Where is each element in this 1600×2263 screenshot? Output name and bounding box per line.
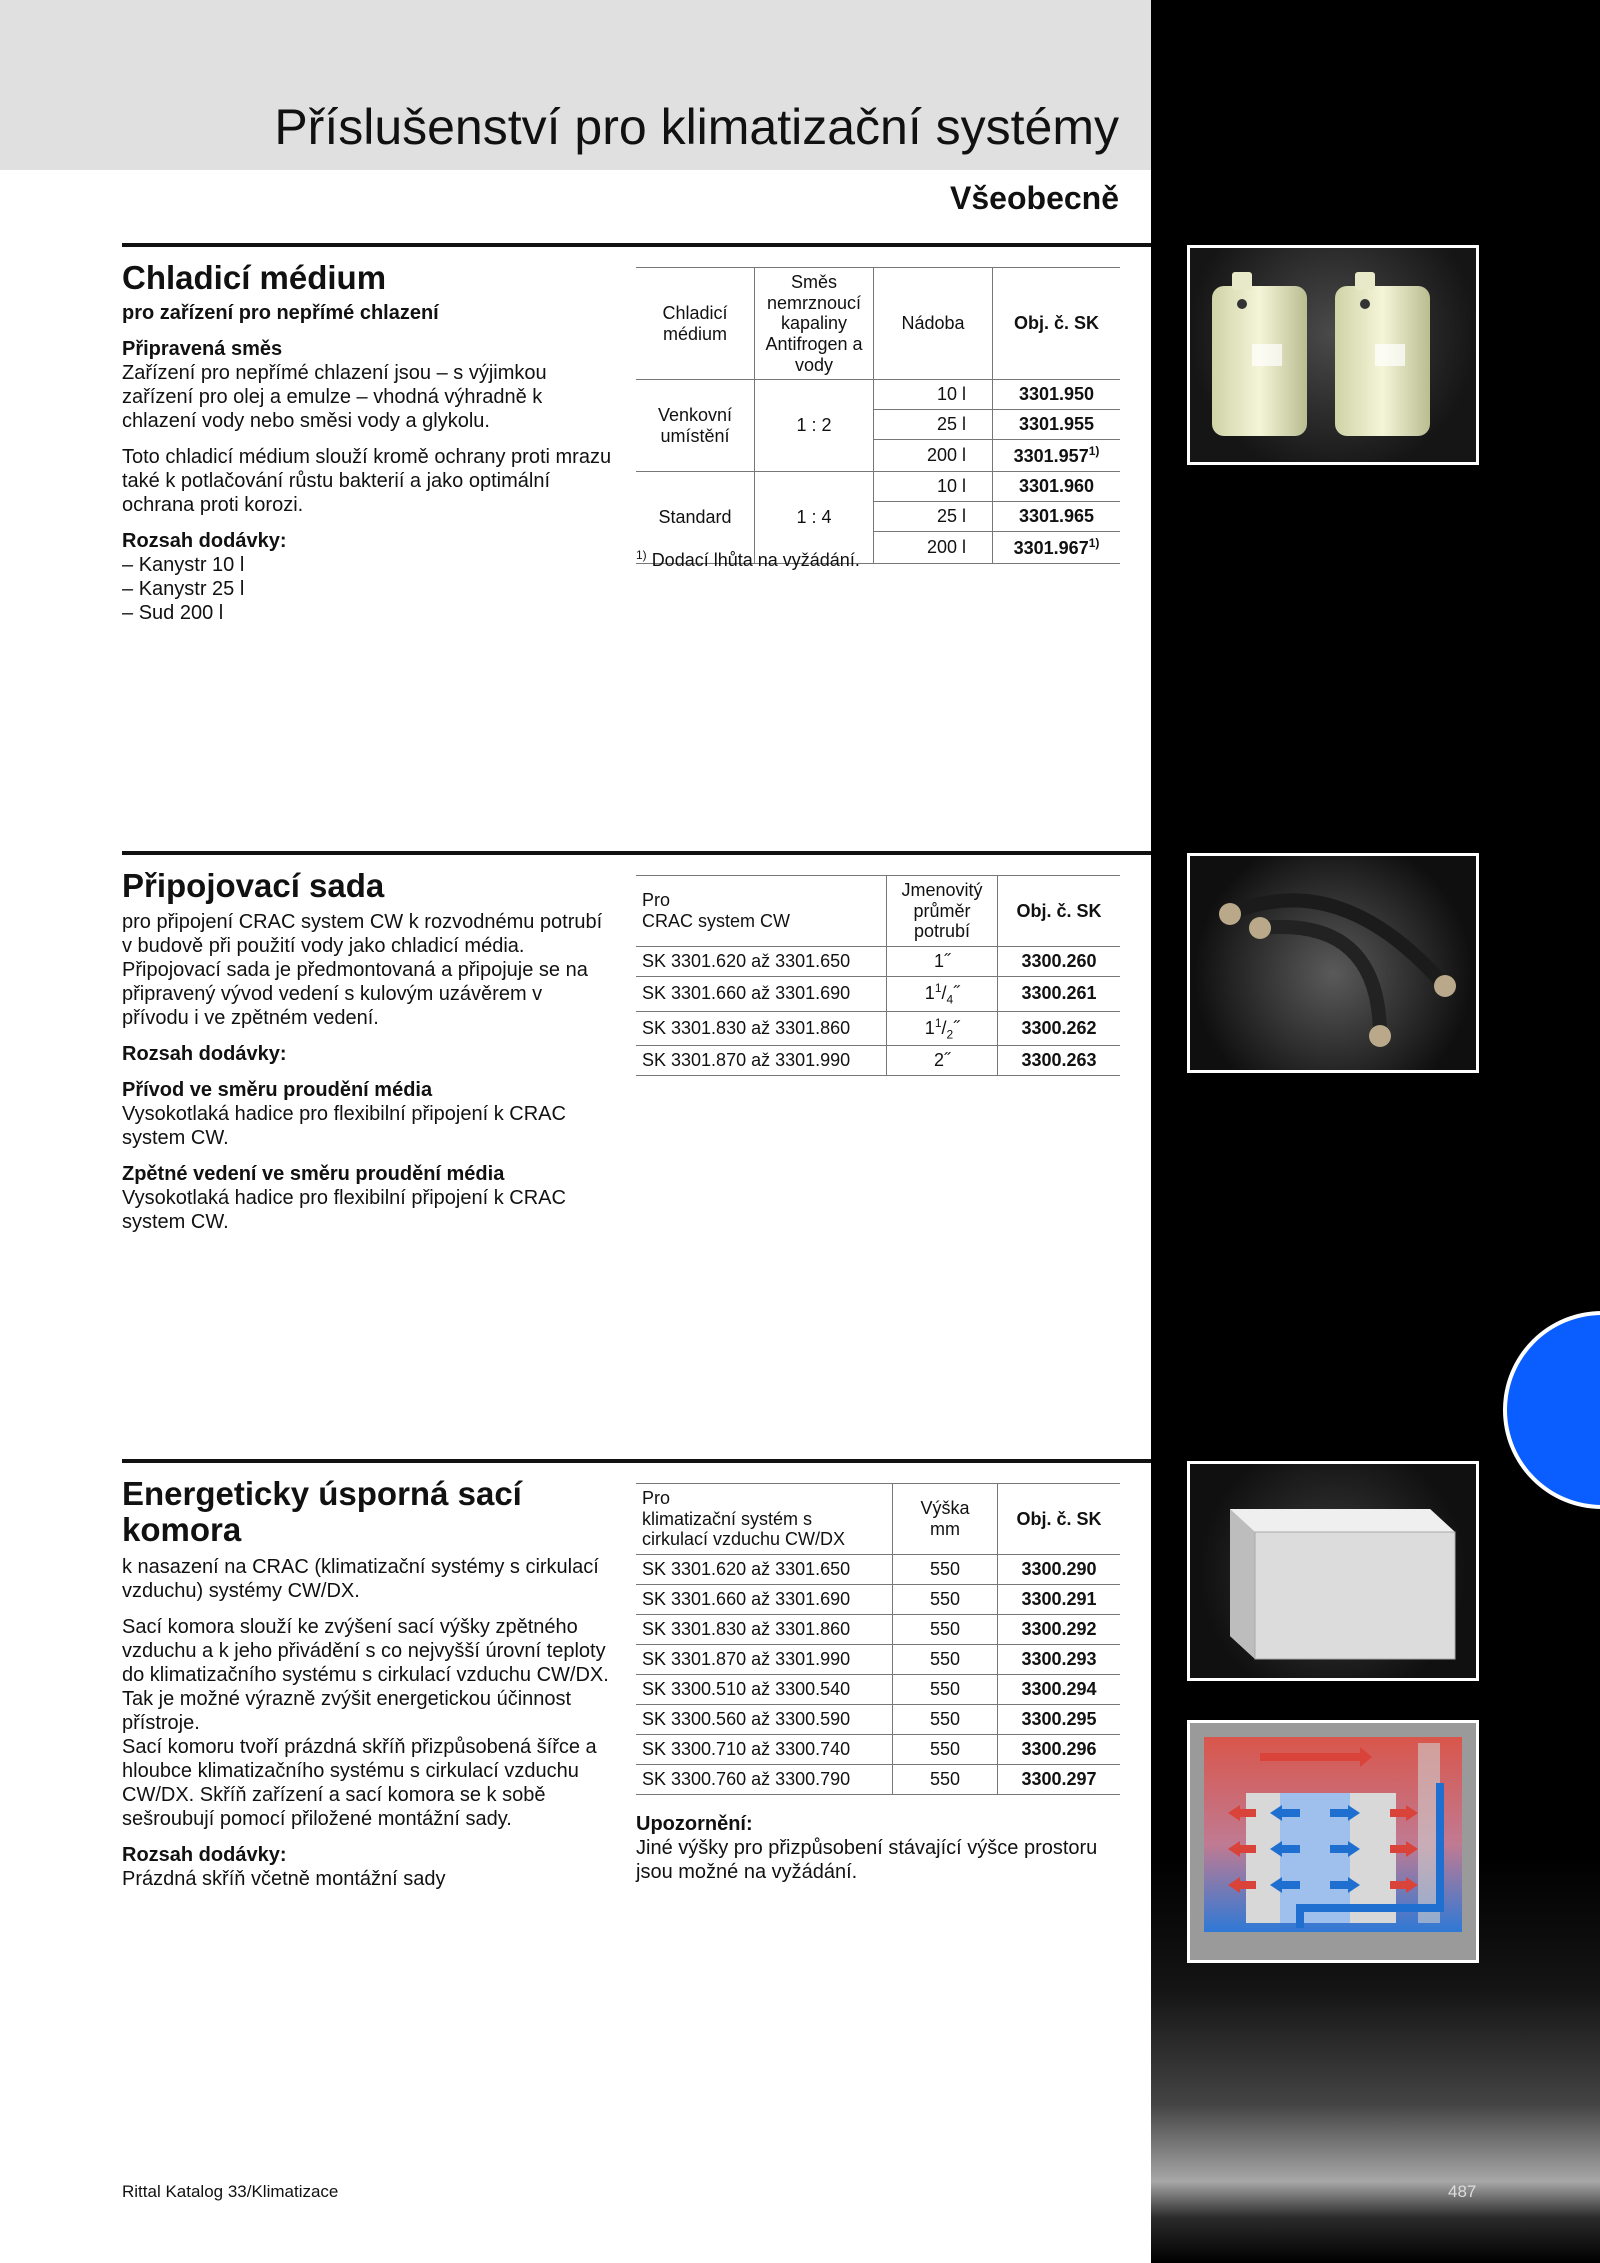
inch-mark: ˝ xyxy=(944,1050,950,1071)
ratio-cell: 1 : 4 xyxy=(755,472,874,564)
ratio-cell: 1 : 2 xyxy=(755,380,874,472)
col-header: Obj. č. SK xyxy=(993,268,1121,380)
height-cell: 550 xyxy=(893,1645,998,1675)
airflow-illustration xyxy=(1190,1723,1476,1960)
paragraph: Připojovací sada je předmontovaná a připojuje se na připravený vývod vedení s kulovým uzávěrem v přívodu i ve zpětném vedení. xyxy=(122,959,588,1030)
col-header: Chladicí médium xyxy=(636,268,755,380)
col-header: Obj. č. SK xyxy=(998,1484,1121,1555)
code-cell: 3301.960 xyxy=(993,472,1121,502)
section-title: Chladicí médium xyxy=(122,259,387,296)
size-cell: 10 l xyxy=(874,472,993,502)
scope-label: Rozsah dodávky: xyxy=(122,1843,287,1866)
col-header: Obj. č. SK xyxy=(998,876,1121,947)
diameter-cell xyxy=(887,947,998,977)
section-connection-kit xyxy=(122,868,612,1246)
scope-label: Rozsah dodávky: xyxy=(122,530,287,553)
code-cell: 3300.291 xyxy=(998,1585,1121,1615)
section-title xyxy=(122,1476,612,1549)
sub-heading: Zpětné vedení ve směru proudění média xyxy=(122,1163,505,1186)
table-row xyxy=(636,1645,1120,1675)
lead-heading: Připravená směs xyxy=(122,338,283,361)
footnote-text: Dodací lhůta na vyžádání. xyxy=(651,550,860,570)
code-cell: 3301.965 xyxy=(993,502,1121,532)
code-value: 3301.957 xyxy=(1013,446,1089,467)
table-row xyxy=(636,1765,1120,1795)
note-label: Upozornění: xyxy=(636,1813,753,1835)
code-cell: 3300.292 xyxy=(998,1615,1121,1645)
pro-cell: SK 3301.830 až 3301.860 xyxy=(636,1615,893,1645)
section-suction-chamber xyxy=(122,1476,612,1903)
coolant-canisters-photo xyxy=(1187,245,1479,465)
dn-denominator: 2 xyxy=(946,1027,954,1042)
footnote-mark: 1) xyxy=(1088,444,1100,459)
title-line: komora xyxy=(122,1511,242,1549)
table-row xyxy=(636,947,1120,977)
col-header: Nádoba xyxy=(874,268,993,380)
dn-integer: 1 xyxy=(924,1017,935,1038)
code-cell: 3301.950 xyxy=(993,380,1121,410)
dn-numerator: 1 xyxy=(934,981,942,996)
inch-mark: ˝ xyxy=(953,1017,960,1038)
footer-catalog: Rittal Katalog 33/Klimatizace xyxy=(122,2182,339,2201)
code-cell: 3300.263 xyxy=(998,1046,1121,1076)
dn-numerator: 1 xyxy=(934,1015,942,1030)
paragraph: Sací komoru tvoří prázdná skříň přizpůsobená šířce a hloubce klimatizačního systému s cirkulací vzduchu CW/DX. Skříň zařízení a sací komora se k sobě sešroubují pomocí přiložené montážní sady. xyxy=(122,1735,597,1830)
height-cell: 550 xyxy=(893,1675,998,1705)
table-row xyxy=(636,1615,1120,1645)
scope-list xyxy=(122,553,612,625)
coolant-table xyxy=(636,267,1120,564)
pro-cell: SK 3301.830 až 3301.860 xyxy=(636,1011,887,1046)
diameter-cell: $1^1/_4˝$ xyxy=(887,977,998,1012)
sub-heading: Přívod ve směru proudění média xyxy=(122,1079,433,1102)
code-cell: 3300.261 xyxy=(998,977,1121,1012)
col-header xyxy=(636,876,887,947)
pro-cell: SK 3300.760 až 3300.790 xyxy=(636,1765,893,1795)
note-block xyxy=(636,1812,1106,1884)
header-line: CRAC system CW xyxy=(642,911,790,932)
table-row xyxy=(636,1555,1120,1585)
pro-cell: SK 3300.710 až 3300.740 xyxy=(636,1735,893,1765)
code-cell: 3300.297 xyxy=(998,1765,1121,1795)
code-cell: 3301.955 xyxy=(993,410,1121,440)
hoses-illustration xyxy=(1190,856,1476,1070)
medium-cell: Venkovní umístění xyxy=(636,380,755,472)
dn-integer: 1 xyxy=(933,951,944,972)
pro-cell: SK 3301.620 až 3301.650 xyxy=(636,1555,893,1585)
code-cell: 3300.294 xyxy=(998,1675,1121,1705)
pro-cell: SK 3301.660 až 3301.690 xyxy=(636,1585,893,1615)
size-cell: 10 l xyxy=(874,380,993,410)
suction-chamber-table xyxy=(636,1483,1120,1795)
paragraph: k nasazení na CRAC (klimatizační systémy s cirkulací vzduchu) systémy CW/DX. xyxy=(122,1555,599,1602)
code-value: 3301.967 xyxy=(1013,538,1089,559)
header-line: Pro xyxy=(642,890,671,911)
table-row xyxy=(636,1735,1120,1765)
paragraph: Vysokotlaká hadice pro flexibilní připojení k CRAC system CW. xyxy=(122,1103,566,1150)
size-cell: 25 l xyxy=(874,410,993,440)
list-item: – Kanystr 10 l xyxy=(122,553,612,577)
table-row xyxy=(636,1011,1120,1046)
code-cell: 3300.290 xyxy=(998,1555,1121,1585)
paragraph: Zařízení pro nepřímé chlazení jsou – s výjimkou zařízení pro olej a emulze – vhodná výhradně k chlazení vody nebo směsi vody a glykolu. xyxy=(122,362,547,433)
dn-denominator: 4 xyxy=(946,992,954,1007)
code-cell xyxy=(993,440,1121,472)
header-line: klimatizační systém s xyxy=(642,1508,813,1529)
code-cell: 3300.260 xyxy=(998,947,1121,977)
height-cell: 550 xyxy=(893,1555,998,1585)
scope-label: Rozsah dodávky: xyxy=(122,1043,287,1066)
table-row xyxy=(636,1705,1120,1735)
col-header: Směs nemrznoucí kapaliny Antifrogen a vody xyxy=(755,268,874,380)
table-row xyxy=(636,1046,1120,1076)
footnote-mark: 1) xyxy=(1088,536,1100,551)
paragraph: Toto chladicí médium slouží kromě ochrany proti mrazu také k potlačování růstu bakterií a jako optimální ochrana proti korozi. xyxy=(122,446,612,517)
header-line: cirkulací vzduchu CW/DX xyxy=(642,1529,846,1550)
size-cell: 200 l xyxy=(874,440,993,472)
diameter-cell: $1^1/_2˝$ xyxy=(887,1011,998,1046)
header-line: Pro xyxy=(642,1488,671,1508)
height-cell: 550 xyxy=(893,1735,998,1765)
pro-cell: SK 3301.870 až 3301.990 xyxy=(636,1645,893,1675)
inch-mark: ˝ xyxy=(953,983,960,1004)
table-row xyxy=(636,1585,1120,1615)
table-footnote xyxy=(636,548,860,571)
paragraph: pro připojení CRAC system CW k rozvodnému potrubí v budově při použití vody jako chladicí média. xyxy=(122,911,603,958)
table-row xyxy=(636,1675,1120,1705)
table-row xyxy=(636,977,1120,1012)
airflow-diagram xyxy=(1187,1720,1479,1963)
code-cell: 3300.296 xyxy=(998,1735,1121,1765)
paragraph: Prázdná skříň včetně montážní sady xyxy=(122,1867,446,1890)
paragraph: Sací komora slouží ke zvýšení sací výšky zpětného vzduchu a k jeho přivádění s co nejvyšší úrovní teploty do klimatizačního systému s cirkulací vzduchu CW/DX. Tak je možné výrazně zvýšit energetickou účinnost přístroje. xyxy=(122,1615,609,1734)
dn-integer: 1 xyxy=(924,983,935,1004)
dn-integer: 2 xyxy=(933,1050,944,1071)
medium-cell: Standard xyxy=(636,472,755,564)
inch-mark: ˝ xyxy=(944,951,950,972)
pro-cell: SK 3301.660 až 3301.690 xyxy=(636,977,887,1012)
col-header: Jmenovitý průměr potrubí xyxy=(887,876,998,947)
footnote-mark: 1) xyxy=(636,548,647,562)
section-subtitle: pro zařízení pro nepřímé chlazení xyxy=(122,302,439,325)
page-title: Příslušenství pro klimatizační systémy xyxy=(274,99,1119,155)
table-row xyxy=(636,472,1120,502)
page-subtitle: Všeobecně xyxy=(950,180,1119,216)
size-cell: 200 l xyxy=(874,532,993,564)
pro-cell: SK 3301.620 až 3301.650 xyxy=(636,947,887,977)
page-number: 487 xyxy=(1448,2182,1477,2201)
height-cell: 550 xyxy=(893,1765,998,1795)
header-line: mm xyxy=(930,1519,960,1540)
col-header xyxy=(636,1484,893,1555)
code-cell: 3300.262 xyxy=(998,1011,1121,1046)
section-title: Připojovací sada xyxy=(122,867,385,904)
list-item: – Sud 200 l xyxy=(122,601,612,625)
suction-chamber-photo xyxy=(1187,1461,1479,1681)
diameter-cell xyxy=(887,1046,998,1076)
connection-hoses-photo xyxy=(1187,853,1479,1073)
section-divider xyxy=(122,851,1151,855)
section-divider xyxy=(122,243,1151,247)
pro-cell: SK 3301.870 až 3301.990 xyxy=(636,1046,887,1076)
code-cell: 3300.293 xyxy=(998,1645,1121,1675)
note-text: Jiné výšky pro přizpůsobení stávající výšce prostoru jsou možné na vyžádání. xyxy=(636,1837,1098,1883)
canisters-illustration xyxy=(1190,248,1476,462)
size-cell: 25 l xyxy=(874,502,993,532)
pro-cell: SK 3300.560 až 3300.590 xyxy=(636,1705,893,1735)
height-cell: 550 xyxy=(893,1615,998,1645)
section-coolant xyxy=(122,260,612,625)
chamber-illustration xyxy=(1190,1464,1476,1678)
height-cell: 550 xyxy=(893,1705,998,1735)
pro-cell: SK 3300.510 až 3300.540 xyxy=(636,1675,893,1705)
height-cell: 550 xyxy=(893,1585,998,1615)
connection-kit-table xyxy=(636,875,1120,1076)
table-row xyxy=(636,380,1120,410)
col-header xyxy=(893,1484,998,1555)
list-item: – Kanystr 25 l xyxy=(122,577,612,601)
header-line: Výška xyxy=(920,1498,970,1519)
title-line: Energeticky úsporná sací xyxy=(122,1475,522,1512)
code-cell xyxy=(993,532,1121,564)
section-divider xyxy=(122,1459,1151,1463)
paragraph: Vysokotlaká hadice pro flexibilní připojení k CRAC system CW. xyxy=(122,1187,566,1234)
code-cell: 3300.295 xyxy=(998,1705,1121,1735)
